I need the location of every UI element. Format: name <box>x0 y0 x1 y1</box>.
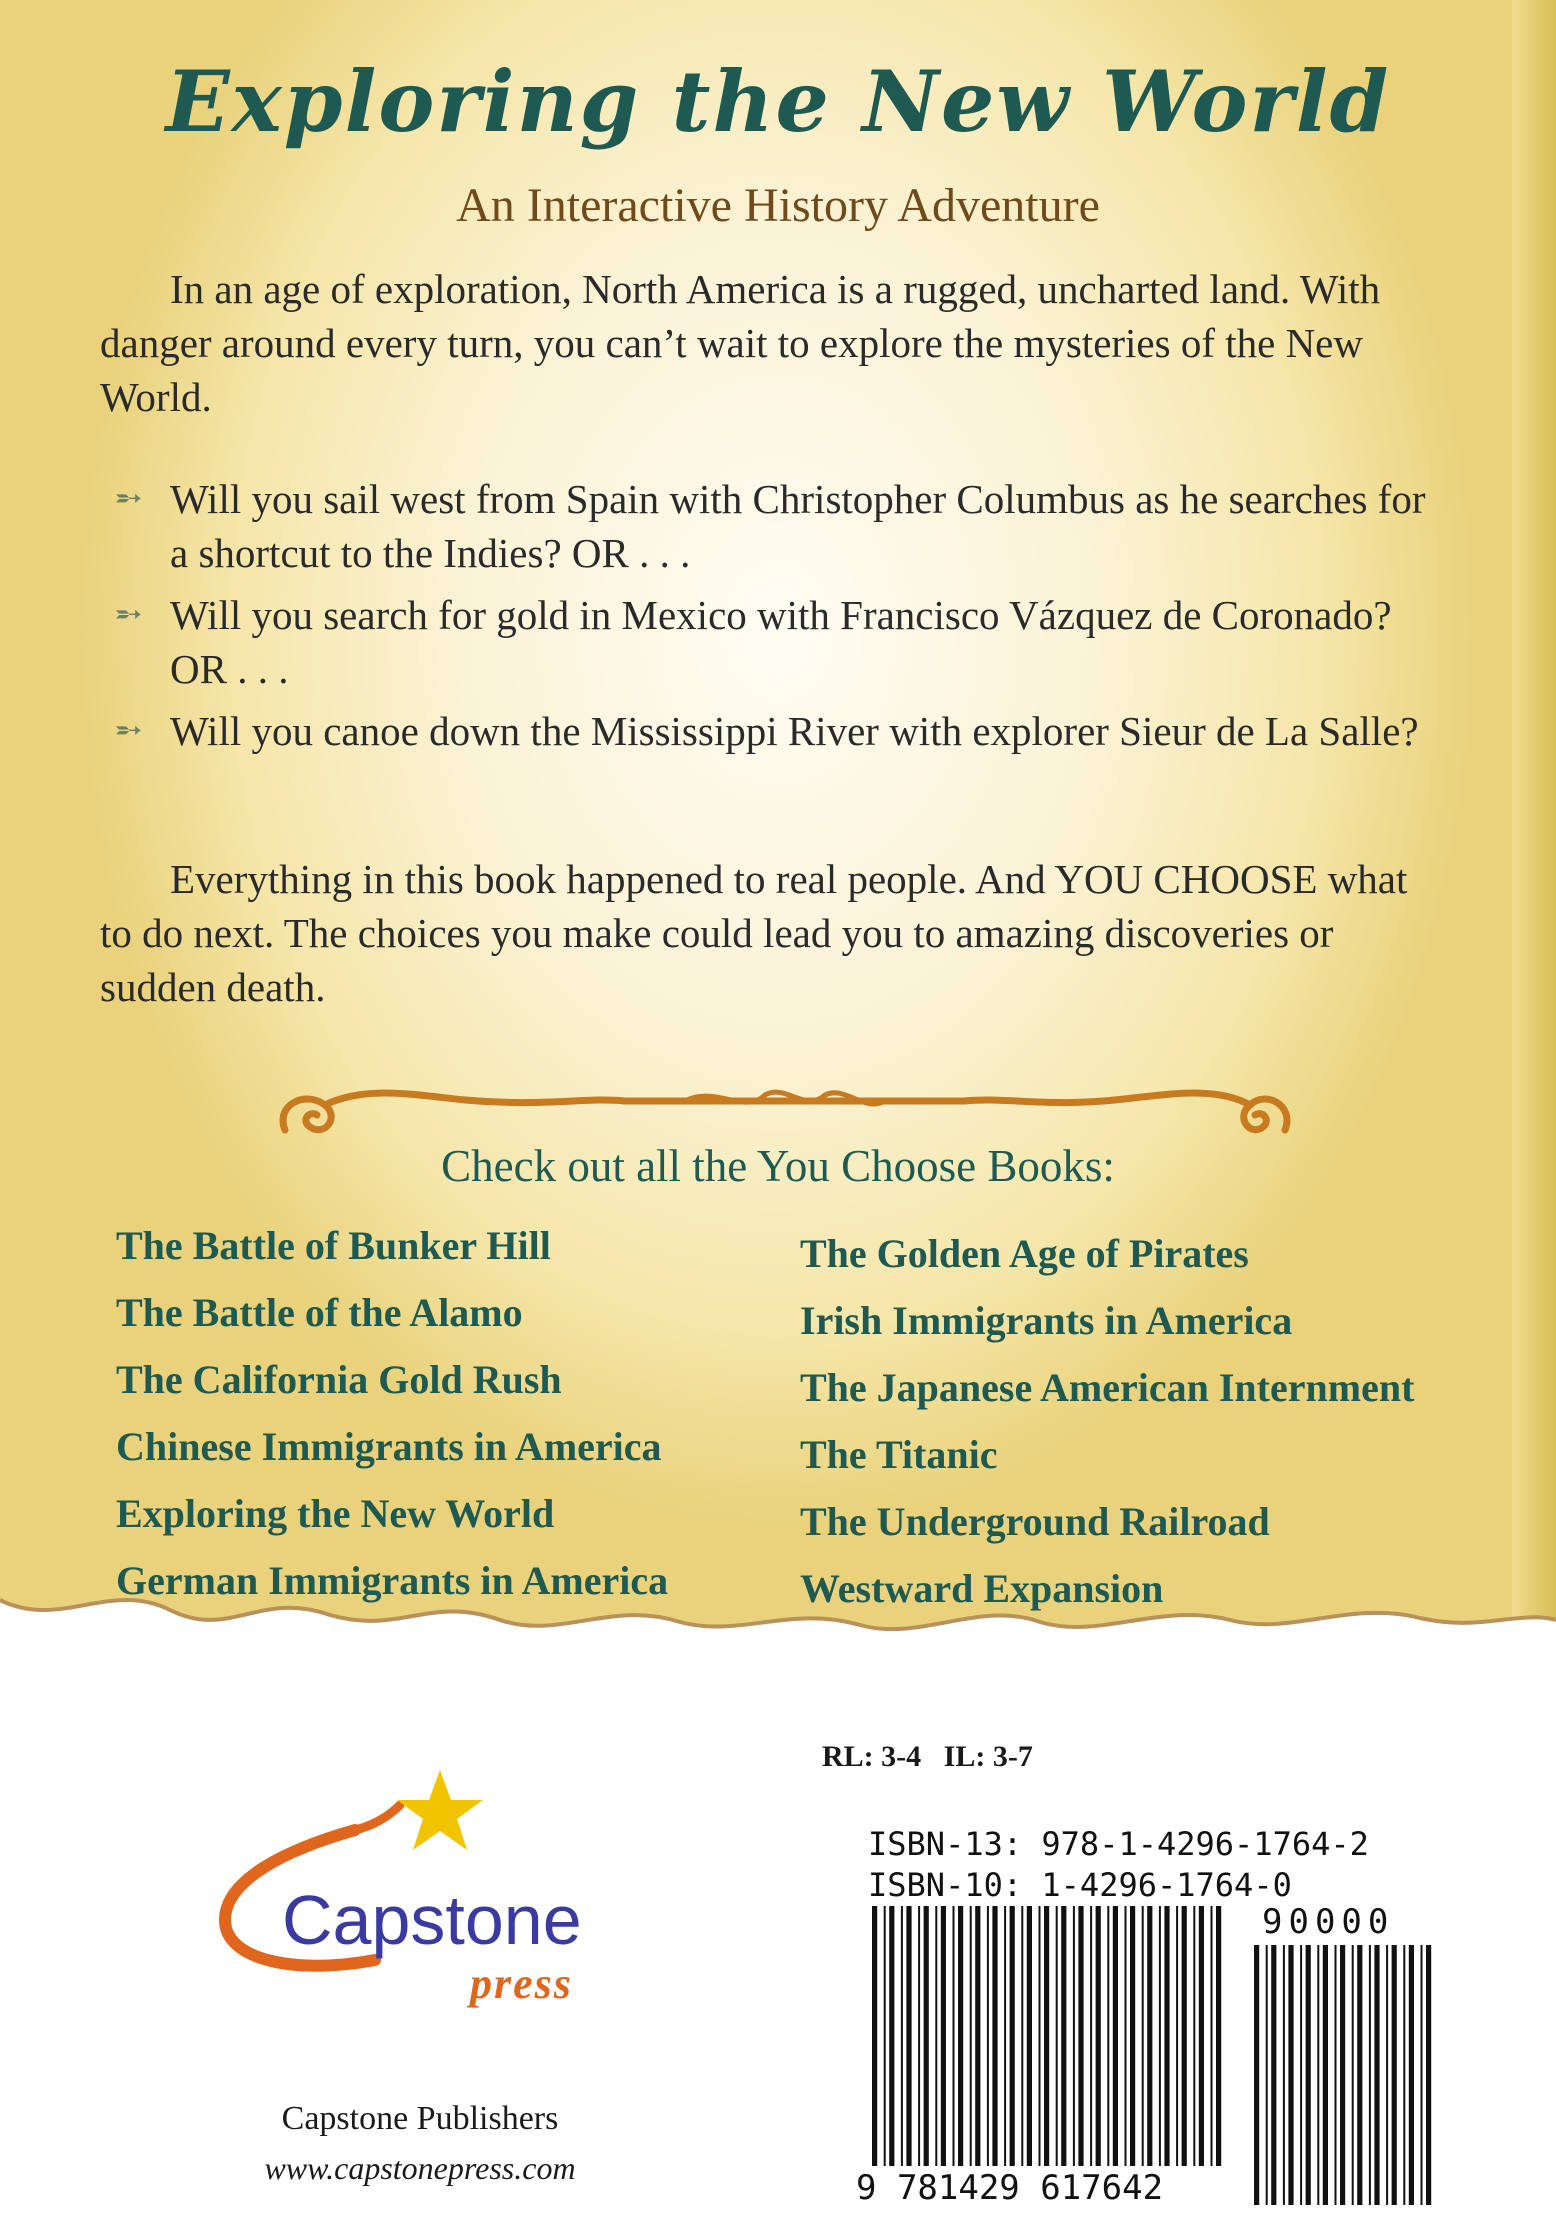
choices-list <box>100 472 1430 766</box>
list-item: The Battle of the Alamo <box>116 1290 523 1335</box>
barcode-bars <box>870 1906 1230 2166</box>
list-item: The California Gold Rush <box>116 1357 562 1402</box>
barcode-bar <box>970 1906 972 2166</box>
choice-text: Will you search for gold in Mexico with Francisco Vázquez de Coronado? OR . . . <box>170 592 1392 692</box>
isbn-10: ISBN-10: 1-4296-1764-0 <box>868 1866 1292 1904</box>
book-title: Exploring the New World <box>165 52 1391 151</box>
barcode-bar <box>1288 1945 1293 2205</box>
outro-paragraph: Everything in this book happened to real people. And YOU CHOOSE what to do next. The choices you make could lead you to amazing discoveries or sudden death. <box>100 856 1408 1010</box>
list-item <box>100 704 1430 758</box>
barcode-bar <box>1056 1906 1058 2166</box>
barcode-bar <box>1335 1945 1337 2205</box>
barcode-bar <box>1090 1906 1092 2166</box>
arrow-bullet-icon: ➵ <box>114 712 143 749</box>
barcode-bar <box>1061 1906 1066 2166</box>
publisher-name: Capstone Publishers <box>281 2100 559 2137</box>
barcode-bar <box>935 1906 937 2166</box>
logo-press: press <box>470 1959 573 2008</box>
series-heading: Check out all the You Choose Books: <box>441 1141 1115 1191</box>
barcode-bar <box>1323 1945 1328 2205</box>
publisher-website: www.capstonepress.com <box>264 2150 576 2186</box>
barcode-bar <box>906 1906 911 2166</box>
barcode-bar <box>1340 1945 1345 2205</box>
barcode-bar <box>1107 1906 1109 2166</box>
barcode-bar <box>1182 1906 1187 2166</box>
barcode-bar <box>901 1906 903 2166</box>
logo-wordmark: Capstone <box>282 1881 582 1959</box>
list-item: The Battle of Bunker Hill <box>116 1223 551 1268</box>
barcode-bar <box>1392 1945 1397 2205</box>
barcode-bar <box>1300 1945 1302 2205</box>
barcode-bar <box>1176 1906 1178 2166</box>
barcode-bar <box>1164 1906 1169 2166</box>
barcode-bar <box>1266 1945 1268 2205</box>
barcode-bar <box>1199 1906 1204 2166</box>
book-subtitle: An Interactive History Adventure <box>456 179 1100 232</box>
barcode-bar <box>924 1906 929 2166</box>
barcode-bar <box>1283 1945 1285 2205</box>
barcode-bar <box>1352 1945 1354 2205</box>
barcode-bar <box>953 1906 955 2166</box>
barcode-bar <box>1254 1945 1259 2205</box>
list-item <box>100 472 1430 580</box>
list-item: Irish Immigrants in America <box>800 1298 1293 1343</box>
barcode-bar <box>1113 1906 1118 2166</box>
barcode-bar <box>1426 1945 1431 2205</box>
choice-text: Will you sail west from Spain with Christopher Columbus as he searches for a shortcut to the Indies? OR . . . <box>170 476 1426 576</box>
barcode-bar <box>918 1906 920 2166</box>
arrow-bullet-icon: ➵ <box>114 480 143 517</box>
barcode-bar <box>1271 1945 1276 2205</box>
price-code: 90000 <box>1262 1902 1395 1942</box>
barcode-bar <box>1142 1906 1144 2166</box>
barcode-bar <box>1306 1945 1311 2205</box>
choice-text: Will you canoe down the Mississippi River with explorer Sieur de La Salle? <box>170 708 1419 754</box>
star-icon <box>397 1770 483 1850</box>
ean-digits: 9 781429 617642 <box>856 2168 1164 2208</box>
barcode-bar <box>872 1906 877 2166</box>
addon-barcode-bars <box>1252 1945 1432 2205</box>
barcode-bar <box>1211 1906 1213 2166</box>
barcode-bar <box>1374 1945 1379 2205</box>
barcode-bar <box>884 1906 886 2166</box>
arrow-bullet-icon: ➵ <box>114 596 143 633</box>
barcode-bar <box>941 1906 946 2166</box>
barcode-bar <box>1078 1906 1083 2166</box>
barcode-bar <box>1369 1945 1371 2205</box>
cover-edge <box>1512 0 1556 1660</box>
list-item: Chinese Immigrants in America <box>116 1424 662 1469</box>
barcode-bar <box>1021 1906 1023 2166</box>
list-item: German Immigrants in America <box>116 1558 669 1603</box>
barcode-bar <box>992 1906 997 2166</box>
list-item: The Underground Railroad <box>800 1499 1270 1544</box>
book-list-right <box>800 1230 1414 1632</box>
reading-levels: RL: 3-4 IL: 3-7 <box>822 1740 1033 1773</box>
barcode-bar <box>1317 1945 1319 2205</box>
barcode-bar <box>1004 1906 1006 2166</box>
barcode-bar <box>1147 1906 1152 2166</box>
barcode-bar <box>1386 1945 1388 2205</box>
barcode-bar <box>1403 1945 1405 2205</box>
barcode-bar <box>1125 1906 1127 2166</box>
intro-paragraph: In an age of exploration, North America is a rugged, uncharted land. With danger around every turn, you can’t wait to explore the mysteries of the New World. <box>100 266 1381 420</box>
isbn-13: ISBN-13: 978-1-4296-1764-2 <box>868 1825 1369 1863</box>
barcode-bar <box>1130 1906 1135 2166</box>
barcode-bar <box>1044 1906 1049 2166</box>
barcode-bar <box>1193 1906 1195 2166</box>
barcode-bar <box>1357 1945 1362 2205</box>
barcode-bar <box>1216 1906 1221 2166</box>
barcode-bar <box>1073 1906 1075 2166</box>
barcode-bar <box>958 1906 963 2166</box>
barcode-bar <box>889 1906 894 2166</box>
barcode-bar <box>1421 1945 1423 2205</box>
barcode-bar <box>1027 1906 1032 2166</box>
barcode-bar <box>1010 1906 1015 2166</box>
barcode-bar <box>1096 1906 1101 2166</box>
book-list-left <box>116 1222 668 1624</box>
barcode-bar <box>1039 1906 1041 2166</box>
list-item: Exploring the New World <box>116 1491 555 1536</box>
list-item: The Japanese American Internment <box>800 1365 1415 1410</box>
barcode-bar <box>987 1906 989 2166</box>
barcode-bar <box>1159 1906 1161 2166</box>
list-item <box>100 588 1430 696</box>
list-item: The Golden Age of Pirates <box>800 1231 1249 1276</box>
list-item: Westward Expansion <box>800 1566 1164 1611</box>
barcode-bar <box>1409 1945 1414 2205</box>
list-item: The Titanic <box>800 1432 998 1477</box>
barcode-bar <box>975 1906 980 2166</box>
